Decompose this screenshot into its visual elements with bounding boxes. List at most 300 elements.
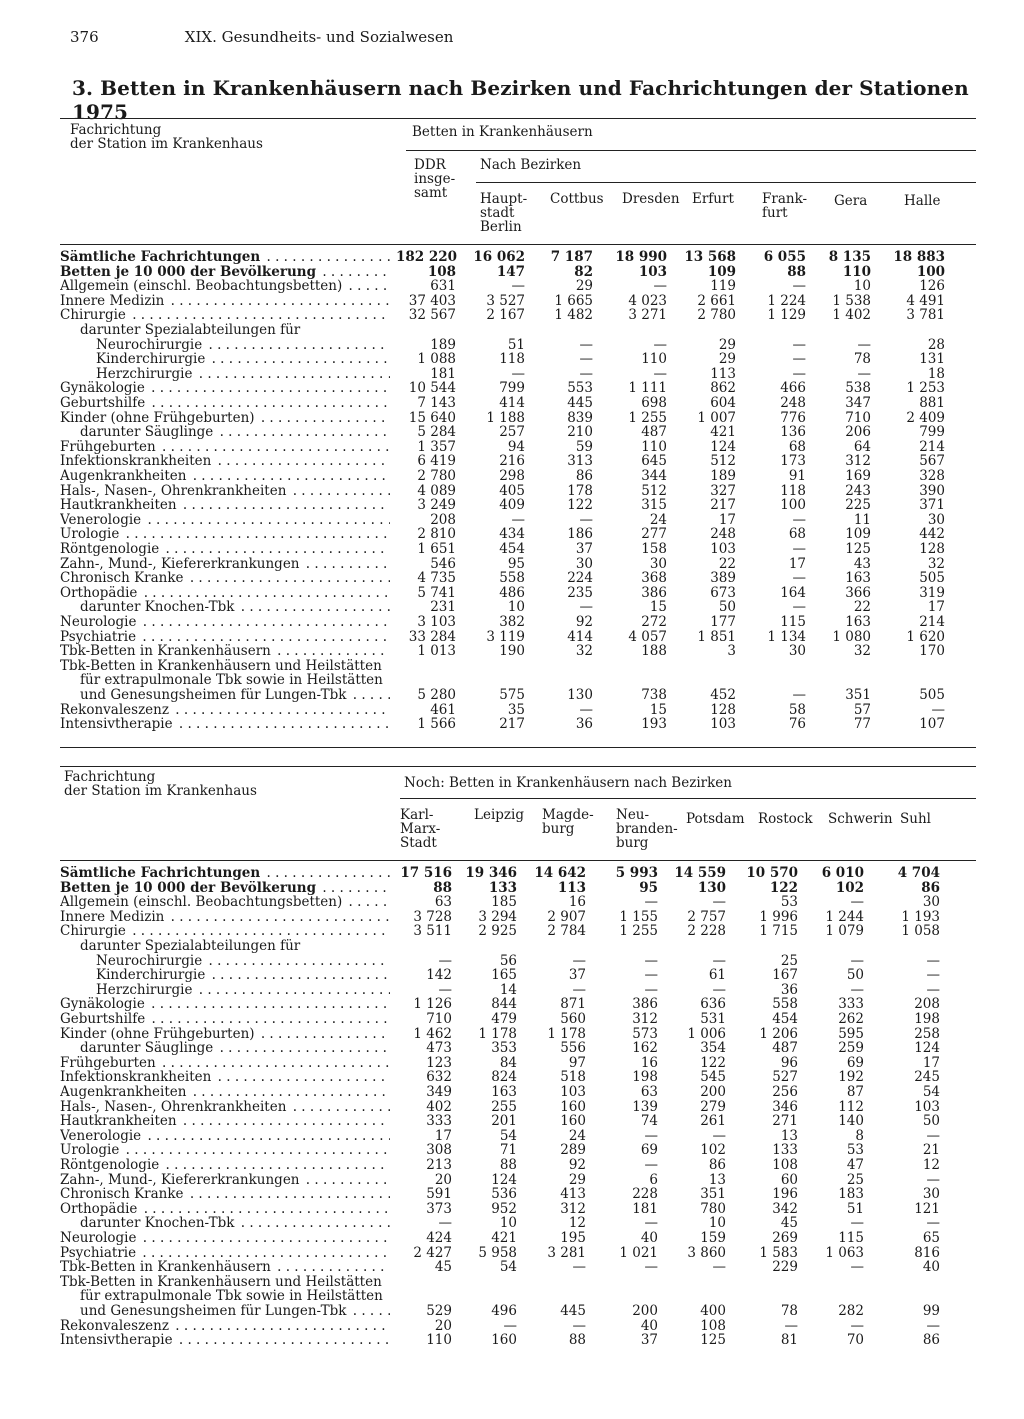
row-label: Kinder (ohne Frühgeburten) . . . [60,411,390,425]
table-cell: 479 [491,1011,517,1027]
table-cell: 56 [499,952,517,969]
table-cell: 36 [575,716,593,733]
table-cell: 2 780 [417,468,456,484]
table-cell: 400 [700,1303,726,1319]
table-cell: 421 [491,1230,517,1246]
table-cell: — [579,599,593,616]
table-cell: 25 [780,952,798,969]
table-row [60,1041,976,1055]
table-cell: 30 [575,555,593,572]
table-cell: 30 [922,894,940,911]
row-label: und Genesungsheimen für Lungen-Tbk . . . [80,1304,390,1318]
row-label: Chronisch Kranke . . . [60,571,390,585]
table-cell: 546 [430,555,456,572]
table-cell: 862 [710,380,736,397]
table-cell: 160 [491,1332,517,1349]
table-cell: 133 [488,879,517,896]
table-row [60,411,976,425]
row-label: Chirurgie . . . [60,924,390,938]
table-cell: 94 [507,438,525,455]
column-header: Karl- Marx- Stadt [400,807,441,851]
table-cell: 122 [567,497,593,514]
table-cell: 210 [567,424,593,441]
row-label: Psychiatrie . . . [60,630,390,644]
table-cell: 201 [491,1113,517,1130]
table-cell: 159 [700,1230,726,1246]
table-cell: 45 [780,1215,798,1232]
table-row [60,1231,976,1245]
table-cell: 1 851 [697,628,736,645]
table-cell: 558 [499,570,525,587]
table-cell: — [712,1127,726,1144]
row-label: Tbk-Betten in Krankenhäusern . . . [60,1260,390,1274]
table-cell: 4 704 [897,865,940,881]
table-cell: 109 [707,263,736,280]
table-cell: — [511,511,525,528]
table-cell: 231 [430,599,456,616]
table-cell: 473 [426,1040,452,1057]
table-cell: 1 134 [767,628,806,645]
table-cell: 366 [845,584,871,601]
table-cell: 17 [922,1054,940,1071]
table-cell: 13 568 [684,249,736,265]
table-cell: 22 [718,555,736,572]
table-cell: 632 [426,1069,452,1086]
table-cell: 1 255 [619,923,658,940]
table-cell: 298 [499,468,525,484]
table-cell: — [857,336,871,353]
table-cell: 206 [845,424,871,441]
table-cell: — [644,981,658,998]
table-row [60,895,976,909]
table-cell: 10 [507,599,525,616]
row-label: Tbk-Betten in Krankenhäusern und Heilstätten [60,658,382,673]
row-label: Sämtliche Fachrichtungen . . . [60,866,390,880]
table-cell: 8 [855,1127,864,1144]
table-row [60,454,976,468]
table-cell: — [792,541,806,557]
table-cell: 177 [710,614,736,630]
table-cell: 130 [697,879,726,896]
table-cell: 421 [710,424,736,441]
table-cell: 256 [772,1084,798,1100]
table-cell: 271 [772,1113,798,1130]
table-cell: — [438,1215,452,1232]
table-cell: 119 [710,278,736,295]
table-cell: — [857,365,871,382]
table-cell: 57 [853,701,871,718]
table-cell: 556 [560,1040,586,1057]
table-cell: 3 271 [628,307,667,324]
table-cell: 1 402 [832,307,871,324]
row-label: Frühgeburten . . . [60,1056,390,1070]
table-cell: — [511,365,525,382]
table-cell: 50 [922,1113,940,1130]
table-cell: 824 [491,1069,517,1086]
table-cell: 88 [787,263,806,280]
table-cell: 69 [846,1054,864,1071]
table-betten-1 [60,118,976,733]
table-cell: 1 357 [417,438,456,455]
table-cell: 68 [788,526,806,543]
table-cell: 5 741 [417,584,456,601]
table-cell: 243 [845,482,871,499]
table-cell: 198 [632,1069,658,1086]
table-cell: 389 [710,570,736,587]
table-cell: 185 [491,894,517,911]
row-label: Geburtshilfe . . . [60,396,390,410]
table-cell: — [579,351,593,368]
table-cell: 553 [567,380,593,397]
table-cell: 289 [560,1142,586,1159]
row-label: Herzchirurgie . . . [96,367,390,381]
table-cell: 69 [640,1142,658,1159]
row-label: Venerologie . . . [60,513,390,527]
table-row [60,308,976,322]
table-cell: 2 757 [687,908,726,925]
table-cell: 1 080 [832,628,871,645]
table-cell: 531 [700,1011,726,1027]
table-cell: 1 651 [417,541,456,557]
table-top-rule [60,766,976,767]
table-cell: 173 [780,453,806,470]
table-cell: 19 346 [465,865,517,881]
table-row [60,615,976,629]
table-cell: 107 [919,716,945,733]
table-cell: 5 284 [417,424,456,441]
table-cell: 413 [560,1186,586,1203]
column-header: Frank- furt [762,191,808,221]
table-cell: 190 [499,643,525,660]
table-cell: 29 [575,278,593,295]
table-cell: 3 728 [413,908,452,925]
table-row [60,1129,976,1143]
table-cell: 178 [567,482,593,499]
table-cell: 92 [568,1157,586,1173]
table-cell: — [926,952,940,969]
table-cell: 3 [727,643,736,660]
table-cell: 272 [641,614,667,630]
table-cell: 710 [845,409,871,426]
row-label: Kinder (ohne Frühgeburten) . . . [60,1027,390,1041]
row-label: Neurochirurgie . . . [96,338,390,352]
table-cell: 121 [914,1200,940,1217]
table-row [60,586,976,600]
table-cell: 29 [718,351,736,368]
table-row [60,1158,976,1172]
table-row [60,1275,976,1289]
table-cell: 182 220 [396,249,458,265]
table-cell: 86 [921,879,940,896]
table-cell: 3 249 [417,497,456,514]
table-cell: 30 [788,643,806,660]
table-cell: 881 [919,395,945,411]
table-cell: 109 [845,526,871,543]
row-label: Frühgeburten . . . [60,440,390,454]
table-cell: 32 [575,643,593,660]
table-row [60,939,976,953]
row-label: für extrapulmonale Tbk sowie in Heilstätten [80,1289,383,1304]
table-cell: 108 [427,263,456,280]
header-bottom-rule [60,244,976,245]
table-cell: 595 [838,1025,864,1042]
table-cell: 130 [567,687,593,703]
table-row [60,644,976,658]
table-row [60,1246,976,1260]
table-cell: 4 023 [628,292,667,309]
table-cell: 5 993 [615,865,658,881]
table-cell: — [438,981,452,998]
table-cell: 368 [641,570,667,587]
table-cell: 99 [922,1303,940,1319]
table-row [60,659,976,673]
row-label: Neurochirurgie . . . [96,954,390,968]
table-cell: 353 [491,1040,517,1057]
table-cell: 342 [772,1200,798,1217]
table-cell: — [644,1259,658,1276]
table-cell: 3 119 [486,628,525,645]
table-cell: 1 538 [832,292,871,309]
table-betten-2 [60,766,976,1349]
table-cell: 122 [700,1054,726,1071]
table-cell: 776 [780,409,806,426]
row-label: Kinderchirurgie . . . [96,968,390,982]
table-cell: 32 [927,555,945,572]
table-cell: — [503,1317,517,1334]
table-cell: 2 661 [697,292,736,309]
table-cell: — [712,1259,726,1276]
table-cell: — [572,981,586,998]
table-row [60,983,976,997]
table-cell: 198 [914,1011,940,1027]
table-cell: 12 [568,1215,586,1232]
table-cell: 189 [710,468,736,484]
row-label: darunter Knochen-Tbk . . . [80,600,390,614]
table-cell: 349 [426,1084,452,1100]
table-cell: 82 [574,263,593,280]
section-title: XIX. Gesundheits- und Sozialwesen [184,28,454,46]
table-row [60,367,976,381]
table-cell: 505 [919,687,945,703]
table-cell: 35 [507,701,525,718]
table-cell: 50 [846,967,864,984]
table-cell: 15 [649,701,667,718]
table-row [60,910,976,924]
table-cell: 43 [853,555,871,572]
table-cell: 30 [927,511,945,528]
column-header: Schwerin [828,811,893,827]
table-cell: 4 491 [906,292,945,309]
table-cell: 58 [788,701,806,718]
table-cell: 1 088 [417,351,456,368]
row-label: Hautkrankheiten . . . [60,498,390,512]
table-cell: 636 [700,996,726,1013]
table-cell: 6 010 [821,865,864,881]
table-cell: 1 111 [628,380,667,397]
table-row [60,542,976,556]
column-header: Gera [834,193,868,209]
row-label: Chirurgie . . . [60,308,390,322]
table-cell: — [926,981,940,998]
table-cell: 18 883 [893,249,945,265]
table-cell: 1 583 [759,1244,798,1261]
table-cell: 115 [838,1230,864,1246]
table-cell: 3 860 [687,1244,726,1261]
table-cell: 312 [560,1200,586,1217]
table-cell: 14 [499,981,517,998]
table-row [60,1027,976,1041]
row-label: darunter Spezialabteilungen für [80,323,301,337]
row-label: Chronisch Kranke . . . [60,1187,390,1201]
row-label: Innere Medizin . . . [60,910,390,924]
row-label: Allgemein (einschl. Beobachtungsbetten) . . . [60,895,390,909]
table-cell: 208 [430,511,456,528]
table-row [60,425,976,439]
table-cell: 36 [780,981,798,998]
row-label: Röntgenologie . . . [60,1158,390,1172]
table-cell: 952 [491,1200,517,1217]
table-cell: 487 [772,1040,798,1057]
table-cell: 217 [710,497,736,514]
table-cell: 165 [491,967,517,984]
table-row [60,527,976,541]
table-cell: 2 228 [687,923,726,940]
table-cell: 217 [499,716,525,733]
table-cell: 3 103 [417,614,456,630]
table-cell: 1 178 [547,1025,586,1042]
row-label: Hautkrankheiten . . . [60,1114,390,1128]
table-row [60,1085,976,1099]
table-cell: — [792,687,806,703]
table-cell: 169 [845,468,871,484]
row-label: darunter Spezialabteilungen für [80,939,301,953]
table-cell: 95 [507,555,525,572]
table-cell: — [644,1215,658,1232]
table-cell: — [572,1259,586,1276]
table-cell: 30 [922,1186,940,1203]
table-cell: 2 907 [547,908,586,925]
row-label: Tbk-Betten in Krankenhäusern . . . [60,644,390,658]
table-cell: 15 [649,599,667,616]
table-cell: 8 135 [828,249,871,265]
table-cell: 54 [922,1084,940,1100]
table-cell: — [792,570,806,587]
table-cell: 4 735 [417,570,456,587]
table-cell: 103 [638,263,667,280]
table-cell: 279 [700,1098,726,1115]
row-label: Zahn-, Mund-, Kiefererkrankungen . . . [60,1173,390,1187]
table-cell: 5 280 [417,687,456,703]
table-cell: 454 [772,1011,798,1027]
stub-header: Fachrichtung der Station im Krankenhaus [64,769,257,799]
table-cell: 24 [649,511,667,528]
table-cell: 122 [769,879,798,896]
table-cell: — [644,1157,658,1173]
table-cell: 424 [426,1230,452,1246]
table-cell: 87 [846,1084,864,1100]
table-cell: 445 [567,395,593,411]
table-cell: 2 427 [413,1244,452,1261]
table-row [60,1143,976,1157]
table-cell: — [644,952,658,969]
row-label: Intensivtherapie . . . [60,1333,390,1347]
row-label: Infektionskrankheiten . . . [60,454,390,468]
table-cell: 163 [491,1084,517,1100]
table-cell: 319 [919,584,945,601]
row-label: Allgemein (einschl. Beobachtungsbetten) . . . [60,279,390,293]
table-cell: 108 [772,1157,798,1173]
table-row [60,1202,976,1216]
table-cell: 390 [919,482,945,499]
table-cell: 262 [838,1011,864,1027]
row-label: Augenkrankheiten . . . [60,469,390,483]
row-label: Gynäkologie . . . [60,381,390,395]
table-cell: 631 [430,278,456,295]
table-cell: 21 [922,1142,940,1159]
table-cell: 70 [846,1332,864,1349]
table-cell: 354 [700,1040,726,1057]
table-cell: 645 [641,453,667,470]
table-cell: — [572,1317,586,1334]
table-cell: 126 [919,278,945,295]
row-label: darunter Säuglinge . . . [80,425,390,439]
table-cell: — [644,1127,658,1144]
table-row [60,630,976,644]
table-cell: — [644,967,658,984]
table-row [60,954,976,968]
table-cell: 382 [499,614,525,630]
table-cell: — [792,336,806,353]
table-row [60,717,976,731]
table-cell: 128 [919,541,945,557]
table-cell: 315 [641,497,667,514]
row-label: Intensivtherapie . . . [60,717,390,731]
table-cell: 496 [491,1303,517,1319]
table-cell: 160 [560,1098,586,1115]
table-cell: 193 [641,716,667,733]
table-cell: — [653,365,667,382]
table-cell: 1 063 [825,1244,864,1261]
column-header: Cottbus [550,191,604,207]
table-cell: 124 [491,1171,517,1188]
table-cell: 136 [780,424,806,441]
table-cell: 229 [772,1259,798,1276]
table-cell: 434 [499,526,525,543]
table-cell: 91 [788,468,806,484]
table-row [60,294,976,308]
table-cell: 452 [710,687,736,703]
table-cell: 68 [788,438,806,455]
table-cell: 170 [919,643,945,660]
page-header [70,28,453,46]
table-row [60,1012,976,1026]
table-cell: 32 [853,643,871,660]
table-cell: 1 006 [687,1025,726,1042]
row-label: Herzchirurgie . . . [96,983,390,997]
table-cell: 351 [845,687,871,703]
table-cell: 371 [919,497,945,514]
table-cell: 37 403 [408,292,456,309]
table-row [60,381,976,395]
table-cell: 189 [430,336,456,353]
column-header: Leipzig [474,807,524,823]
table-row [60,338,976,352]
table-cell: — [644,894,658,911]
row-label: darunter Knochen-Tbk . . . [80,1216,390,1230]
table-cell: 164 [780,584,806,601]
row-label: Neurologie . . . [60,615,390,629]
row-label: darunter Säuglinge . . . [80,1041,390,1055]
